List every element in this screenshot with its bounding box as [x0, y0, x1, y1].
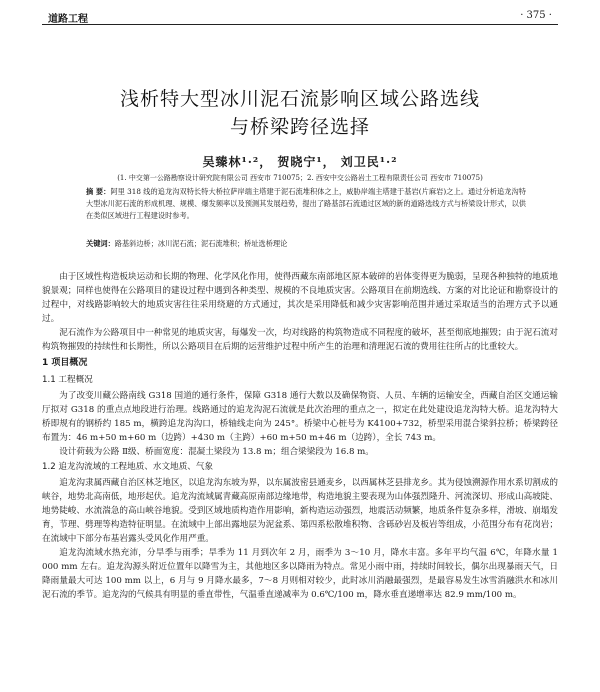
abstract-text: 阿里 318 线的追龙沟双特长特大桥拉萨岸端主塔建于泥石流堆积体之上，威胁岸端主塔建于基岩(片麻岩)之上。通过分析追龙沟特大型冰川泥石流的形成机理、规模、爆发频率以及预测其发展趋势，提出了路基部石流通过区域的新的道路选线方式与桥梁设计形式，以供在类似区域进行工程建设时参考。 [86, 187, 526, 220]
paper-title-line-1: 浅析特大型冰川泥石流影响区域公路选线 [119, 88, 480, 110]
keywords [86, 239, 526, 249]
keywords-text: 路基斜边桥；冰川泥石流；泥石流堆积；桥址选桥理论 [114, 239, 288, 248]
abstract [86, 186, 526, 222]
author-affiliation: (1. 中交第一公路勘察设计研究院有限公司 西安市 710075；2. 西安中交公路岩土工程有限责任公司 西安市 710075) [117, 174, 483, 182]
subsection-1-1-text: 为了改变川藏公路南线 G318 国道的通行条件，保障 G318 通行大数以及确保物资、人员、车辆的运输安全，西藏自治区交通运输厅拟对 G318 的重点点地段进行治理。线路通过的追龙沟泥石流就是此次治理的重点之一，拟定在此处建设追龙沟特大桥。追龙沟特大桥即规有的钢桥约 185 m，横跨追龙沟沟口，桥轴线走向为 245°。桥梁中心桩号为 K4100+732，桥型采用混合梁斜拉桥；桥梁跨径布置为：46 m+50 m+60 m（边跨）+430 m（主跨）+60 m+50 m+46 m（边跨），全长 743 m。 [42, 391, 558, 443]
running-header [42, 8, 558, 25]
abstract-label: 摘 要： [86, 187, 111, 196]
journal-name: 道路工程 [48, 14, 88, 25]
keywords-label: 关键词： [86, 239, 115, 248]
subsection-1-1-heading: 1.1 工程概况 [42, 375, 93, 385]
author-list: 吴臻林¹·²， 贺晓宁¹， 刘卫民¹·² [202, 155, 398, 169]
intro-paragraph-2: 泥石流作为公路项目中一种常见的地质灾害，每爆发一次，均对线路的构筑物造成不同程度的破坏，甚至彻底地摧毁；由于泥石流对构筑物摧毁的持续性和长期性，所以公路项目在后期的运营维护过程中所产生的治理和清理泥石流的费用往往所占的比重较大。 [42, 328, 558, 352]
paper-title-line-2: 与桥梁跨径选择 [229, 116, 370, 138]
subsection-1-2-text: 追龙沟隶属西藏自治区林芝地区，以追龙沟东坡为界，以东属波密县通麦乡，以西属林芝县排龙乡。其为侵蚀溯源作用水系切割成的峡谷，地势北高南低，地形起伏。追龙沟流域属青藏高原南部边缘地带，构造地貌主要表现为山体强烈隆升、河流深切、形成山高坡陡、地势陡峻、水流湍急的高山峡谷地貌。受到区域地质构造作用影响，新构造运动强烈，地震活动频繁，地质条件复杂多样，滑坡、崩塌发育，节理、劈理等构造特征明显。在流域中上部出露地层为泥盆系、第四系松散堆积物、含砾砂岩及板岩等组成，小范围分布有花岗岩；在流域中下部分布基岩露头受风化作用严重。 [42, 478, 558, 544]
subsection-1-2-heading: 1.2 追龙沟流域的工程地质、水文地质、气象 [42, 462, 214, 472]
main-text [42, 270, 558, 602]
subsection-1-2-text-2: 追龙沟流域水热充沛，分旱季与雨季；旱季为 11 月到次年 2 月，雨季为 3～10 月，降水丰富。多年平均气温 6℃，年降水量 1 000 mm 左右。追龙沟源头附近位置年以降雪为主，其他地区多以降雨为特点。常见小雨中雨，持续时间较长，偶尔出现暴雨天气，日降雨量最大可达 100 mm 以上，6 月与 9 月降水最多，7～8 月则相对较少，此时冰川消融最强烈，是最容易发生冰雪消融洪水和冰川泥石流的季节。追龙沟的气候具有明显的垂直带性，气温垂直递减率为 0.6℃/100 m，降水垂直递增率达 82.9 mm/100 m。 [42, 548, 558, 600]
page-number: · 375 · [520, 10, 552, 21]
subsection-1-1-text-2: 设计荷载为公路 Ⅱ级、桥面宽度：混凝土梁段为 13.8 m；组合梁梁段为 16.8 m。 [59, 447, 374, 457]
intro-paragraph-1: 由于区域性构造板块运动和长期的物理、化学风化作用，使得西藏东南部地区原本破碎的岩体变得更为脆弱，呈现各种独特的地质地貌景观；同样也使得在公路项目的建设过程中遇到各种类型、规模的不良地质灾害。公路项目在前期选线、方案的对比论证和勘察设计的过程中，对线路影响较大的地质灾害往往采用绕避的方式通过，其次是采用降低和减少灾害影响范围并通过采取适当的治理方式予以通过。 [42, 272, 558, 324]
section-1-heading: 1 项目概况 [42, 358, 88, 368]
